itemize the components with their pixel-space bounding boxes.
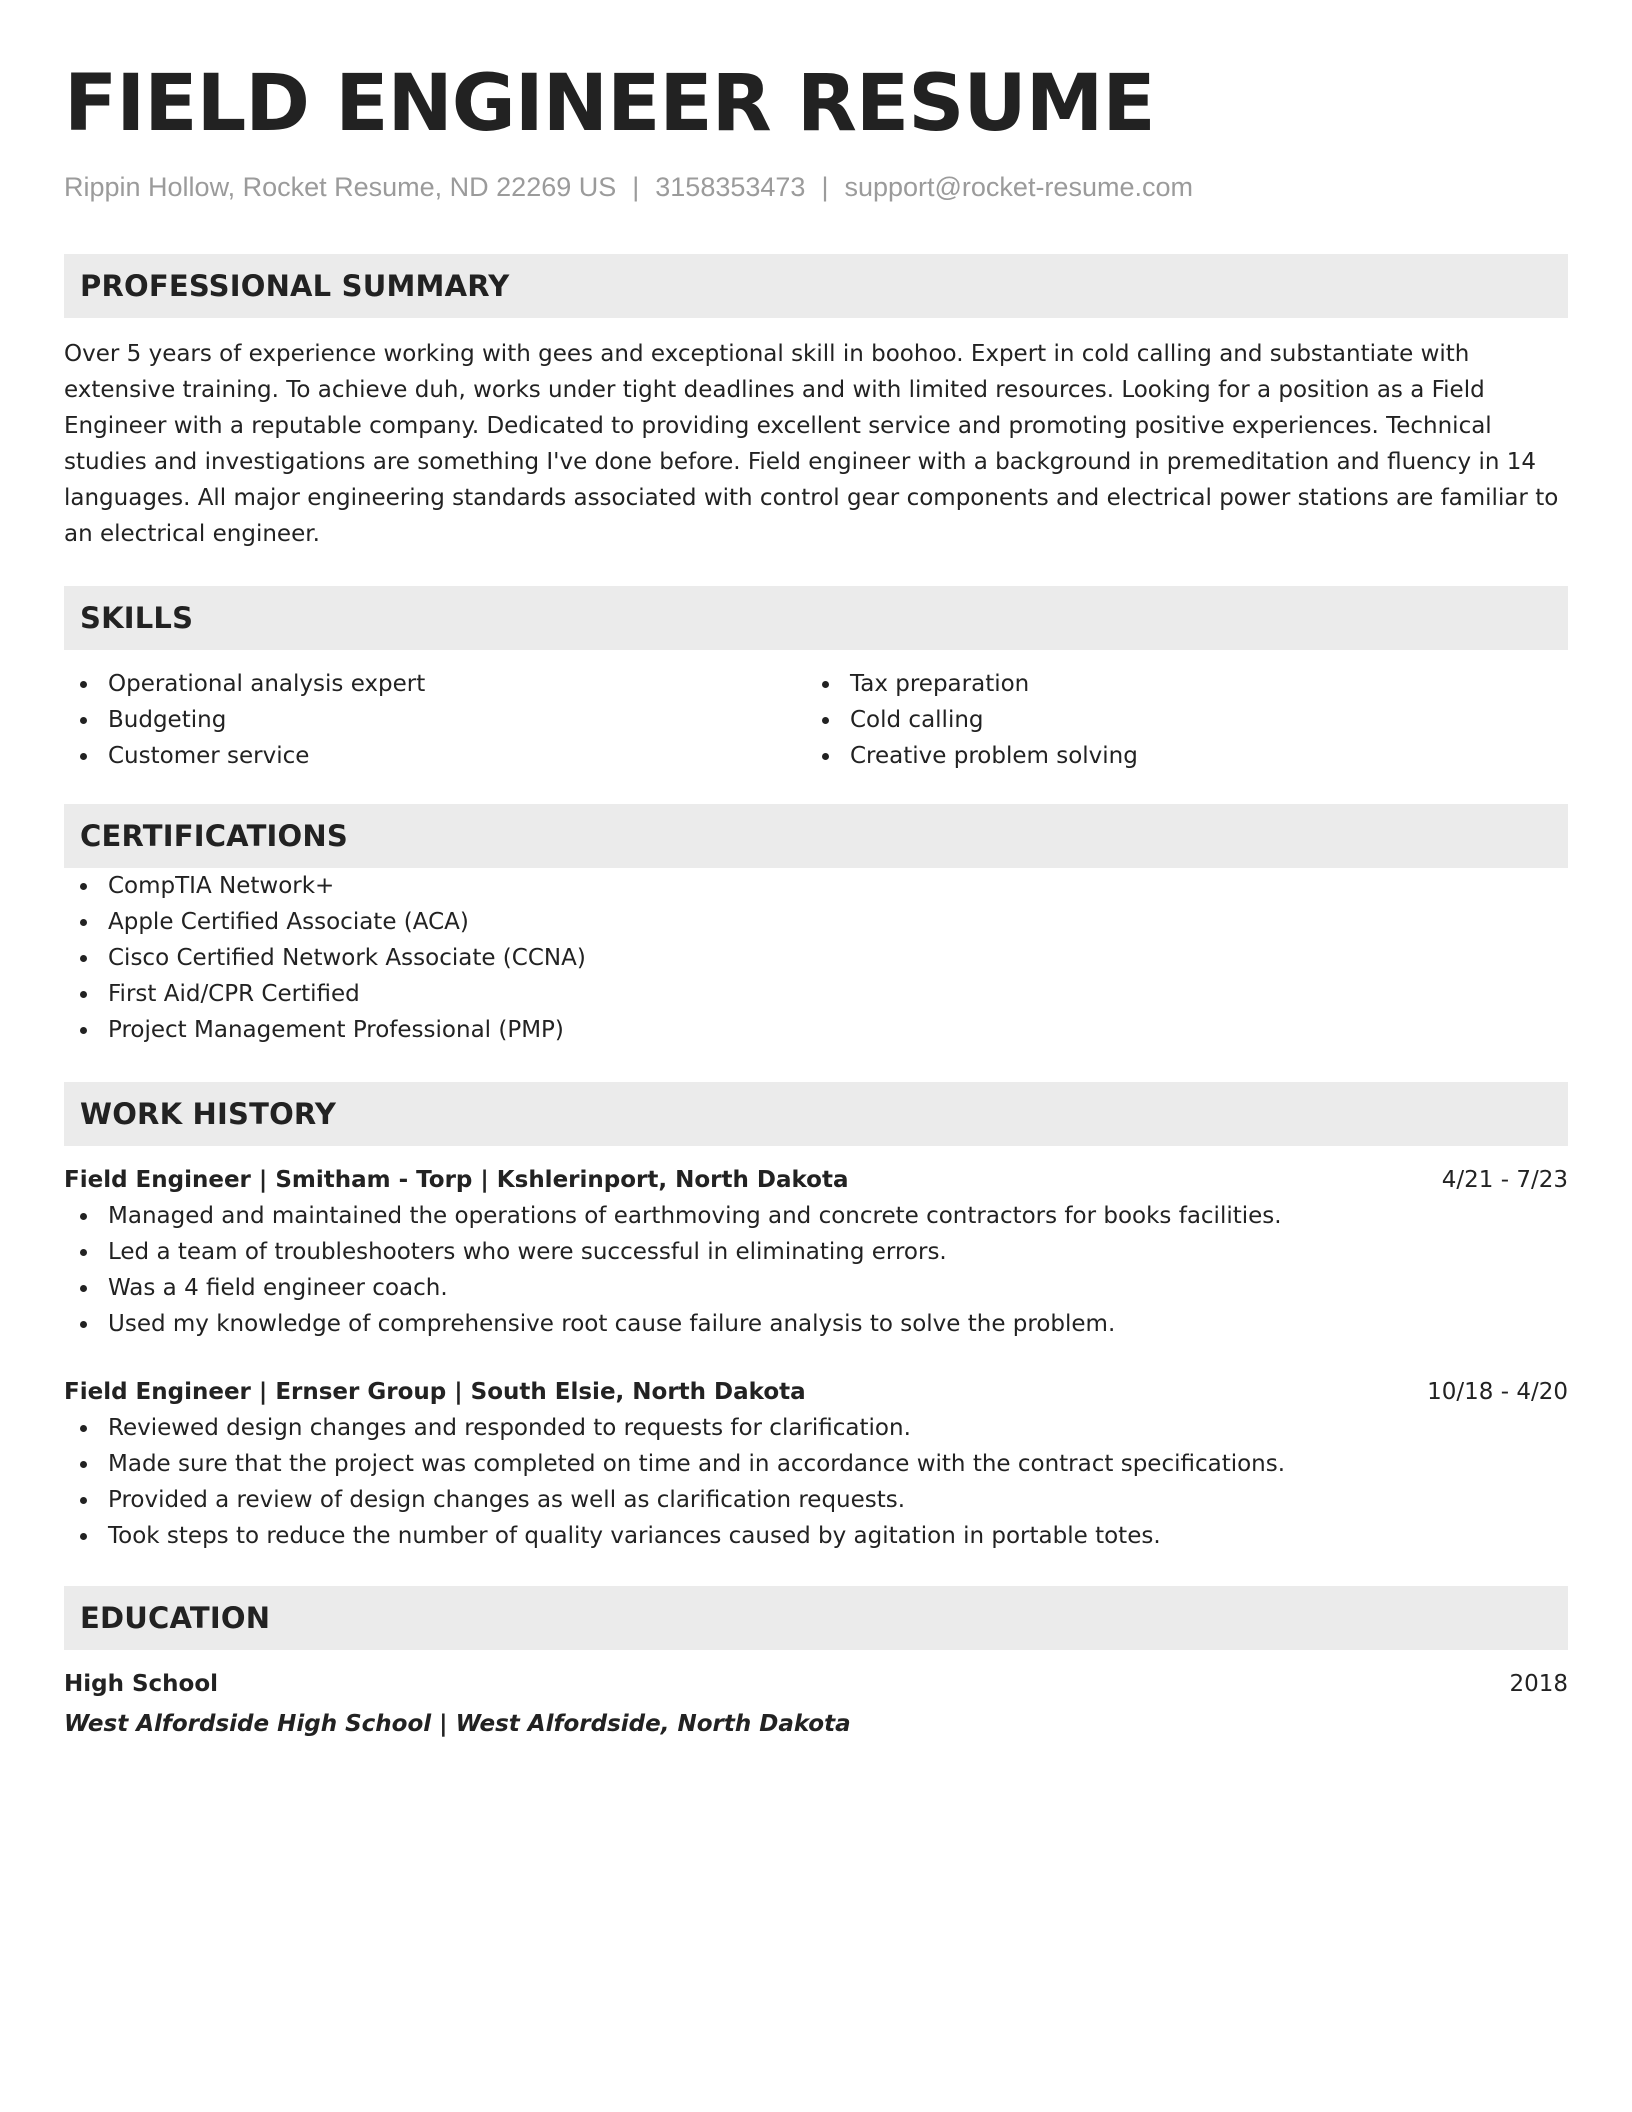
skill-item: Cold calling: [806, 702, 1548, 738]
education-year: 2018: [1509, 1671, 1568, 1697]
skills-list-left: [64, 666, 806, 774]
skill-item: Budgeting: [64, 702, 806, 738]
certification-item: First Aid/CPR Certified: [64, 976, 1568, 1012]
education-school: West Alfordside High School | West Alfordside, North Dakota: [64, 1711, 851, 1737]
certification-item: Apple Certified Associate (ACA): [64, 904, 1568, 940]
resume-title: FIELD ENGINEER RESUME: [64, 59, 1155, 149]
job-duty-item: Reviewed design changes and responded to requests for clarification.: [64, 1410, 1568, 1446]
certification-item: Cisco Certified Network Associate (CCNA): [64, 940, 1568, 976]
education-degree: High School: [64, 1671, 219, 1697]
job-header: [64, 1162, 1568, 1198]
summary-text: Over 5 years of experience working with gees and exceptional skill in boohoo. Expert in cold calling and substantiate with extensive training. To achieve duh, works under tight deadlines and with limited resources. Looking for a position as a Field Engineer with a reputable company. Dedicated to providing excellent service and promoting positive experiences. Technical studies and investigations are something I've done before. Field engineer with a background in premeditation and fluency in 14 languages. All major engineering standards associated with control gear components and electrical power stations are familiar to an electrical engineer.: [64, 341, 1559, 547]
address: Rippin Hollow, Rocket Resume, ND 22269 US: [64, 172, 617, 202]
education-header: [64, 1666, 1568, 1702]
skill-item: Tax preparation: [806, 666, 1548, 702]
job-header: [64, 1374, 1568, 1410]
skill-item: Operational analysis expert: [64, 666, 806, 702]
skills-list-right: [806, 666, 1548, 774]
contact-separator: |: [632, 172, 640, 202]
job-dates: 4/21 - 7/23: [1441, 1167, 1568, 1193]
job-duty-item: Provided a review of design changes as well as clarification requests.: [64, 1482, 1568, 1518]
section-heading-certifications: CERTIFICATIONS: [64, 804, 1568, 868]
section-heading-summary: PROFESSIONAL SUMMARY: [64, 254, 1568, 318]
job-title: Field Engineer | Ernser Group | South Elsie, North Dakota: [64, 1379, 806, 1405]
job-duty-item: Led a team of troubleshooters who were successful in eliminating errors.: [64, 1234, 1568, 1270]
job-duty-item: Managed and maintained the operations of earthmoving and concrete contractors for books facilities.: [64, 1198, 1568, 1234]
phone: 3158353473: [655, 172, 806, 202]
job-duties-list: [64, 1198, 1568, 1342]
section-heading-work-history: WORK HISTORY: [64, 1082, 1568, 1146]
section-heading-skills: SKILLS: [64, 586, 1568, 650]
job-duty-item: Was a 4 field engineer coach.: [64, 1270, 1568, 1306]
certification-item: Project Management Professional (PMP): [64, 1012, 1568, 1048]
job-title: Field Engineer | Smitham - Torp | Kshlerinport, North Dakota: [64, 1167, 849, 1193]
skills-grid: [64, 666, 1568, 774]
certifications-list: [64, 868, 1568, 1048]
job-dates: 10/18 - 4/20: [1427, 1379, 1568, 1405]
skill-item: Creative problem solving: [806, 738, 1548, 774]
section-heading-education: EDUCATION: [64, 1586, 1568, 1650]
job-duty-item: Used my knowledge of comprehensive root cause failure analysis to solve the problem.: [64, 1306, 1568, 1342]
skill-item: Customer service: [64, 738, 806, 774]
job-duty-item: Took steps to reduce the number of quality variances caused by agitation in portable totes.: [64, 1518, 1568, 1554]
contact-line: [64, 170, 1568, 204]
job-duties-list: [64, 1410, 1568, 1554]
job-duty-item: Made sure that the project was completed on time and in accordance with the contract specifications.: [64, 1446, 1568, 1482]
certification-item: CompTIA Network+: [64, 868, 1568, 904]
contact-separator: |: [821, 172, 829, 202]
email[interactable]: support@rocket-resume.com: [844, 172, 1193, 202]
